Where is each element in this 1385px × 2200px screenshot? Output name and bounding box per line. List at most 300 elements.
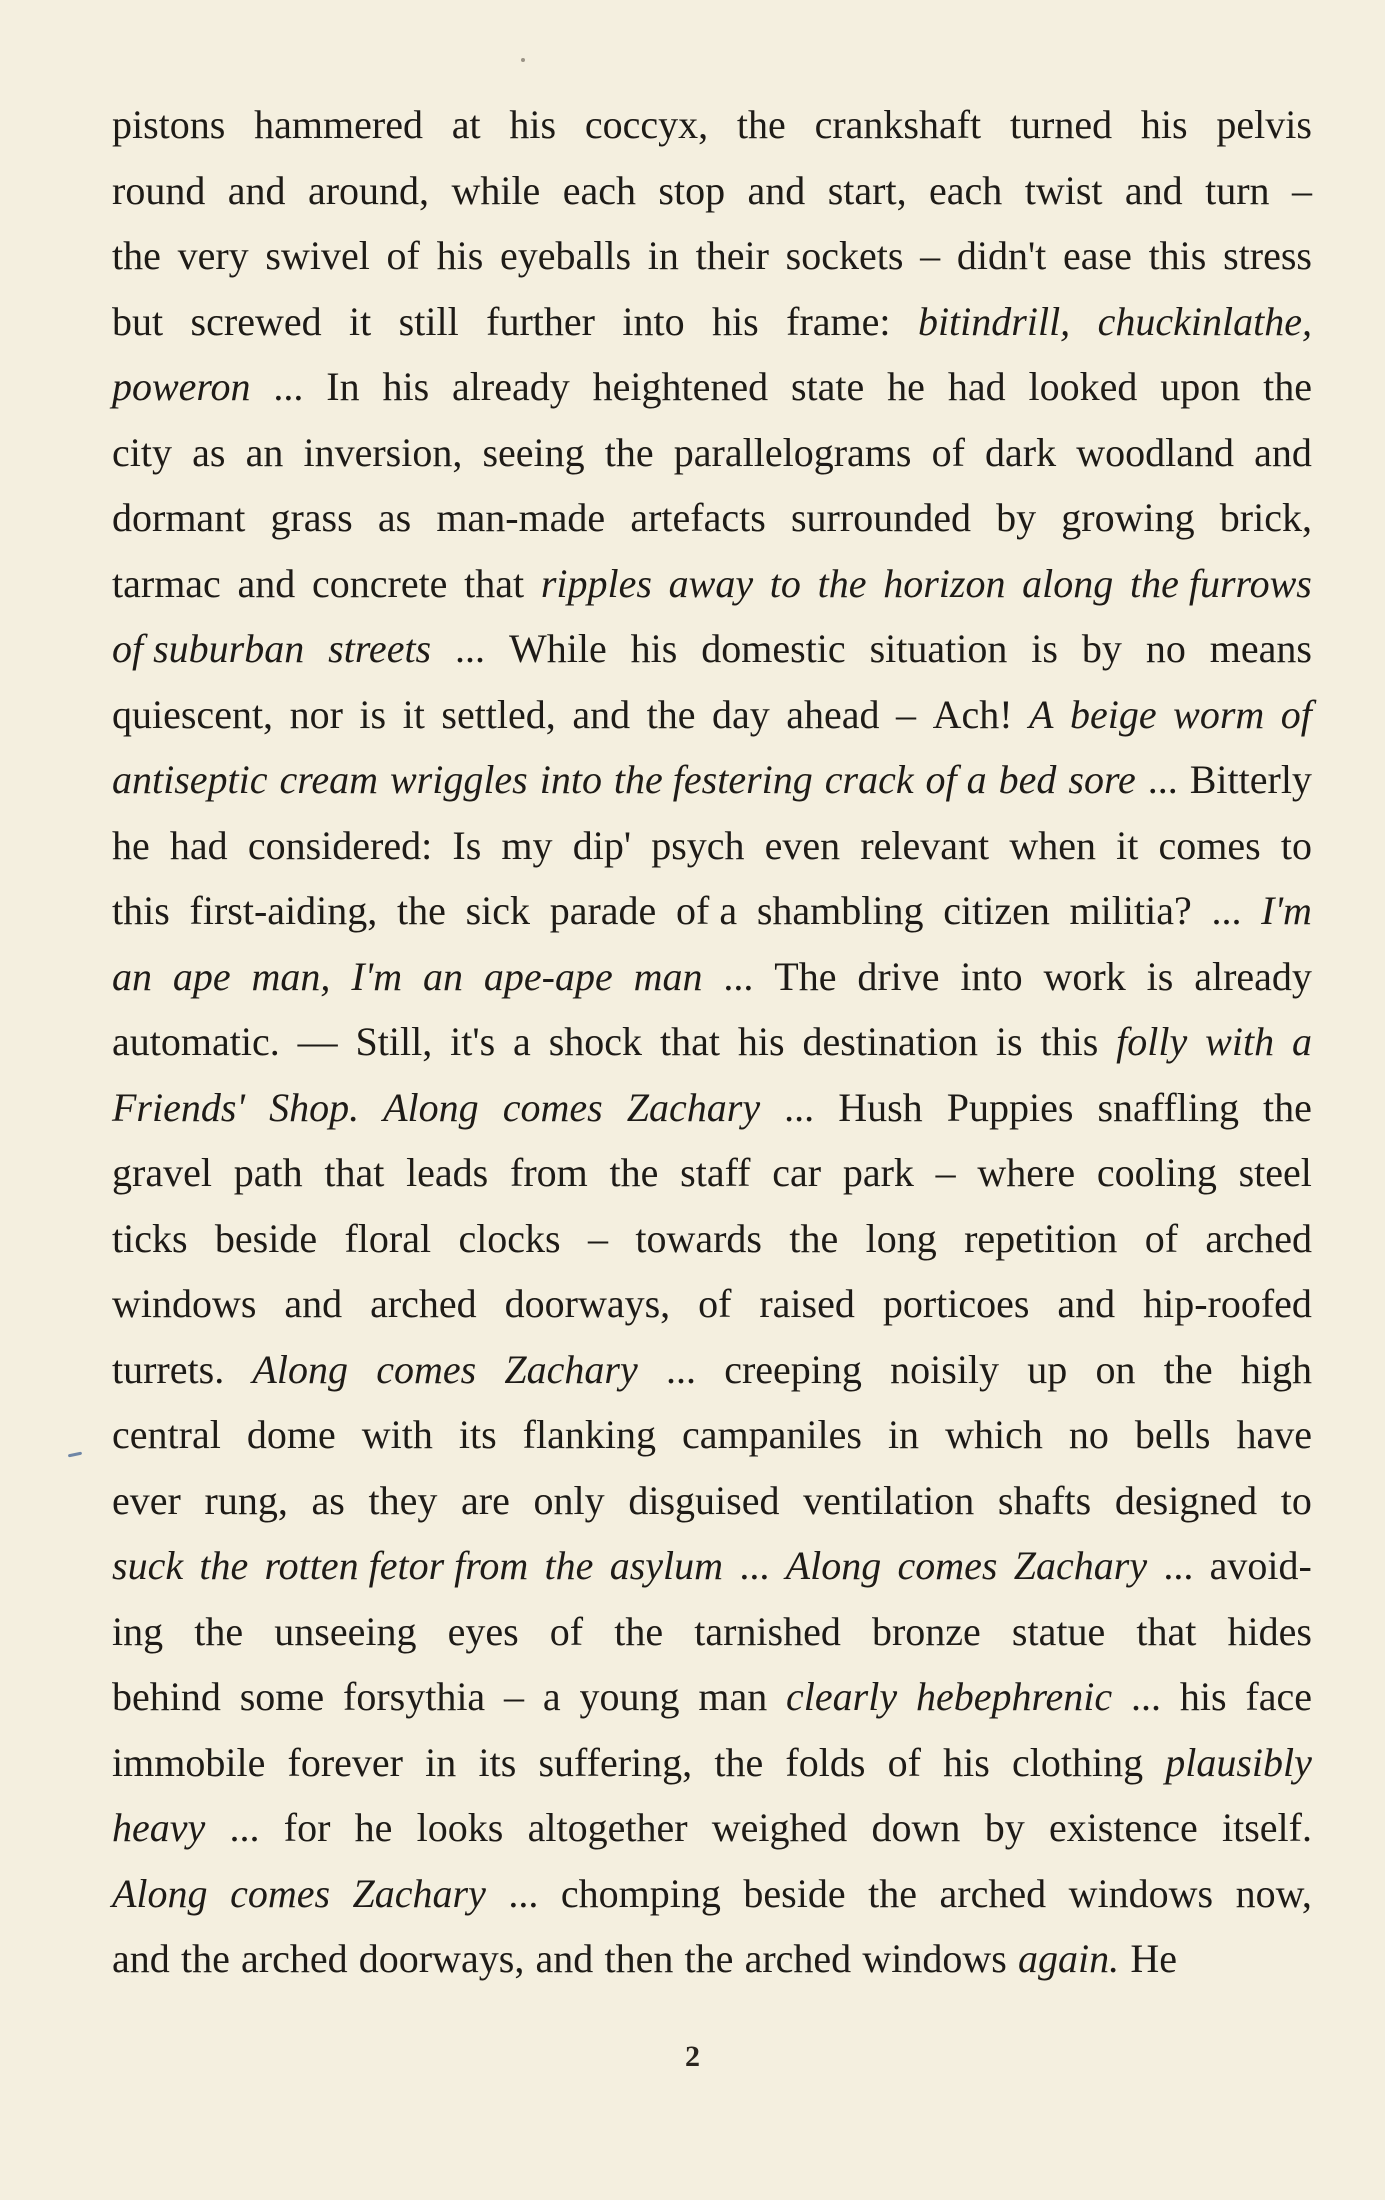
word: sore <box>1068 757 1136 802</box>
word: already <box>1194 953 1312 999</box>
word: while <box>451 167 541 213</box>
word: into <box>539 757 602 802</box>
word: Along <box>785 1543 882 1588</box>
text-line <box>112 1599 1312 1665</box>
word: his <box>509 102 557 147</box>
word: grass <box>270 495 353 540</box>
word: of suburban <box>112 626 305 671</box>
word: ... <box>1147 757 1178 802</box>
text-line <box>112 1402 1312 1468</box>
word: Zachary <box>352 1870 486 1916</box>
word: quiescent, <box>112 691 274 737</box>
word: hides <box>1227 1608 1312 1654</box>
word: psych <box>651 822 745 868</box>
word: up <box>1027 1346 1068 1392</box>
word: ventilation <box>803 1477 975 1523</box>
word: away <box>668 560 754 606</box>
word: settled, <box>441 691 556 737</box>
word: his <box>737 1019 785 1064</box>
word: around, <box>307 167 430 213</box>
text-line <box>112 878 1312 944</box>
word: for <box>283 1805 331 1850</box>
word: further <box>486 298 595 344</box>
word: and <box>1124 167 1183 213</box>
word: ... <box>1131 1674 1162 1719</box>
word: seeing <box>482 429 585 475</box>
word: staff <box>680 1150 751 1195</box>
word: this <box>112 888 170 933</box>
word: woodland <box>1076 429 1234 475</box>
word: automatic. <box>112 1019 280 1064</box>
word: tarmac <box>112 560 221 606</box>
word: this <box>1040 1019 1099 1064</box>
word: leads <box>406 1150 489 1195</box>
word: rung, <box>204 1477 288 1523</box>
word: didn't <box>956 233 1047 278</box>
word: ... <box>1211 888 1242 933</box>
word: the <box>609 1150 659 1195</box>
word: the <box>544 1543 594 1588</box>
word: is <box>1031 626 1058 671</box>
word: where <box>977 1150 1076 1195</box>
word: asylum <box>609 1543 724 1588</box>
word: bitindrill, <box>917 298 1071 344</box>
word: creeping <box>724 1346 862 1392</box>
word: ticks <box>112 1215 188 1261</box>
word: arched <box>744 1936 852 1981</box>
word: citizen <box>943 888 1050 933</box>
word: ... <box>739 1543 770 1588</box>
word: now, <box>1235 1870 1312 1916</box>
word: comes <box>376 1346 477 1392</box>
word: eyeballs <box>500 233 632 278</box>
word: state <box>790 364 865 409</box>
word: drive <box>857 953 940 999</box>
text-line <box>112 1664 1312 1730</box>
word: then <box>604 1936 674 1981</box>
word: at <box>451 102 481 147</box>
text-line <box>112 1926 1312 1992</box>
word: start, <box>827 167 907 213</box>
word: rotten fetor from <box>264 1543 529 1588</box>
word: tarnished <box>694 1608 841 1654</box>
text-line <box>112 1075 1312 1141</box>
word: the <box>817 560 867 606</box>
word: is <box>995 1019 1023 1064</box>
word: ever <box>112 1477 181 1523</box>
word: wriggles <box>389 757 528 802</box>
word: Is <box>452 822 482 868</box>
word: clearly <box>786 1674 898 1719</box>
text-line <box>112 813 1312 879</box>
text-line <box>112 1009 1312 1075</box>
word: worm <box>1173 691 1265 737</box>
page-number: 2 <box>685 2040 700 2073</box>
word: arched <box>241 1936 348 1981</box>
word: high <box>1240 1346 1312 1392</box>
word: folly <box>1116 1019 1188 1064</box>
word: The <box>774 953 837 999</box>
word: looks <box>416 1805 504 1850</box>
word: A <box>1029 691 1054 737</box>
text-line <box>112 1140 1312 1206</box>
word: by <box>1081 626 1122 671</box>
word: and <box>284 1281 343 1326</box>
word: the <box>714 1739 764 1785</box>
word: comes <box>897 1543 998 1588</box>
word: chomping <box>560 1870 721 1916</box>
word: day <box>711 691 770 737</box>
word: of <box>1144 1215 1179 1261</box>
word: down <box>871 1805 961 1850</box>
word: – <box>587 1215 608 1261</box>
word: clothing <box>1011 1739 1144 1785</box>
word: his <box>1140 102 1188 147</box>
word: hammered <box>254 102 423 147</box>
word: folds <box>785 1739 866 1785</box>
word: arched <box>939 1870 1047 1916</box>
word: a <box>1291 1019 1312 1064</box>
word: stress <box>1223 233 1312 278</box>
word: surrounded <box>790 495 971 540</box>
word: Along <box>112 1870 208 1916</box>
word: – <box>935 1150 956 1195</box>
word: ... <box>723 953 754 999</box>
word: looked <box>1028 364 1138 409</box>
word: windows <box>1068 1870 1214 1916</box>
word: shambling <box>756 888 924 933</box>
word: still <box>398 298 459 344</box>
word: no <box>1145 626 1186 671</box>
word: an <box>112 953 152 999</box>
word: young <box>579 1674 680 1719</box>
word: I'm <box>1261 888 1312 933</box>
word: the <box>112 233 161 278</box>
word: in <box>887 1412 920 1457</box>
word: they <box>368 1477 438 1523</box>
word: swivel <box>265 233 370 278</box>
word: from <box>510 1150 588 1195</box>
word: some <box>239 1674 325 1719</box>
word: Zachary <box>1013 1543 1148 1588</box>
word: and <box>1057 1281 1116 1326</box>
word: to <box>769 560 801 606</box>
text-line <box>112 289 1312 355</box>
word: shafts <box>997 1477 1092 1523</box>
word: doorways, <box>358 1936 525 1981</box>
word: park <box>842 1150 914 1195</box>
word: bed <box>998 757 1057 802</box>
word: with <box>361 1412 433 1457</box>
word: doorways, <box>504 1281 671 1326</box>
word: steel <box>1238 1150 1312 1195</box>
word: in <box>647 233 679 278</box>
word: his <box>1179 1674 1227 1719</box>
word: he <box>887 364 925 409</box>
word: path <box>233 1150 303 1195</box>
word: is <box>1146 953 1174 999</box>
word: my <box>501 822 553 868</box>
text-line <box>112 158 1312 224</box>
word: an <box>245 429 284 475</box>
word: that <box>464 560 525 606</box>
word: Friends' <box>112 1084 245 1130</box>
word: Still, <box>355 1019 433 1064</box>
word: coccyx, <box>584 102 709 147</box>
word: poweron <box>112 364 251 409</box>
word: of a <box>676 888 738 933</box>
word: ape <box>172 953 231 999</box>
word: but <box>112 298 164 344</box>
word: shock <box>548 1019 643 1064</box>
text-line <box>112 1468 1312 1534</box>
word: the <box>789 1215 839 1261</box>
word: that <box>324 1150 385 1195</box>
word: a <box>542 1674 561 1719</box>
word: raised <box>759 1281 855 1326</box>
word: clocks <box>458 1215 561 1261</box>
word: chuckinlathe, <box>1097 298 1312 344</box>
word: first-aiding, <box>189 888 378 933</box>
word: itself. <box>1222 1805 1312 1850</box>
word: comes <box>502 1084 603 1130</box>
word: domestic <box>701 626 846 671</box>
word: destination <box>802 1019 978 1064</box>
word: means <box>1209 626 1312 671</box>
word: arched <box>1205 1215 1312 1261</box>
word: into <box>622 298 685 344</box>
word: unseeing <box>274 1608 417 1654</box>
word: is <box>359 691 387 737</box>
word: an <box>422 953 463 999</box>
word: and <box>112 1936 170 1981</box>
word: round <box>112 167 206 213</box>
word: ... <box>508 1870 539 1916</box>
word: its <box>458 1412 497 1457</box>
word: repetition <box>964 1215 1118 1261</box>
word: upon <box>1160 364 1241 409</box>
word: Zachary <box>504 1346 638 1392</box>
word: – <box>896 691 917 737</box>
word: ... <box>784 1084 815 1130</box>
text-line <box>112 420 1312 486</box>
word: the <box>646 691 696 737</box>
word: In <box>326 364 360 409</box>
word: bronze <box>871 1608 981 1654</box>
text-line <box>112 1337 1312 1403</box>
word: man <box>633 953 703 999</box>
word: nor <box>289 691 343 737</box>
word: and <box>1254 429 1312 475</box>
word: had <box>947 364 1006 409</box>
word: horizon <box>883 560 1006 606</box>
word: – <box>920 233 941 278</box>
word: the <box>868 1870 917 1916</box>
word: comes <box>230 1870 331 1916</box>
word: pelvis <box>1216 102 1312 147</box>
word: Ach! <box>932 691 1013 737</box>
word: crack <box>824 757 914 802</box>
word: turn <box>1205 167 1270 213</box>
word: on <box>1095 1346 1136 1392</box>
text-line <box>112 551 1312 617</box>
word: ing <box>112 1608 164 1654</box>
word: it's <box>450 1019 496 1064</box>
word: the <box>194 1608 244 1654</box>
word: brick, <box>1219 495 1312 540</box>
word: the <box>1163 1346 1213 1392</box>
word: had <box>169 822 228 868</box>
word: to <box>1280 822 1312 868</box>
word: frame: <box>786 298 891 344</box>
word: as <box>192 429 226 475</box>
word: he <box>112 822 150 868</box>
word: noisily <box>890 1346 1000 1392</box>
word: Along <box>383 1084 479 1130</box>
word: bells <box>1134 1412 1211 1457</box>
word: designed <box>1114 1477 1258 1523</box>
word: sockets <box>785 233 904 278</box>
text-line <box>112 616 1312 682</box>
word: cream <box>279 757 378 802</box>
word: antiseptic <box>112 757 268 802</box>
word: even <box>764 822 841 868</box>
word: along <box>1022 560 1114 606</box>
word: turned <box>1009 102 1113 147</box>
word: with <box>1205 1019 1275 1064</box>
word: city <box>112 429 172 475</box>
word: behind <box>112 1674 221 1719</box>
word: of <box>931 429 965 475</box>
word: existence <box>1048 1805 1198 1850</box>
word: twist <box>1024 167 1103 213</box>
word: streets <box>328 626 432 671</box>
word: avoid- <box>1209 1543 1312 1588</box>
word: heavy <box>112 1805 206 1850</box>
word: ... <box>273 364 304 409</box>
word: man <box>698 1674 768 1719</box>
word: the <box>199 1543 249 1588</box>
word: the <box>180 1936 230 1981</box>
text-line <box>112 1533 1312 1599</box>
word: his <box>382 364 430 409</box>
word: crankshaft <box>814 102 982 147</box>
word: While <box>508 626 607 671</box>
word: his <box>436 233 484 278</box>
word: ahead <box>786 691 880 737</box>
word: relevant <box>860 822 990 868</box>
word: beige <box>1070 691 1157 737</box>
word: artefacts <box>630 495 766 540</box>
word: when <box>1009 822 1096 868</box>
word: arched <box>370 1281 477 1326</box>
body-text <box>112 92 1312 1992</box>
word: ... <box>229 1805 260 1850</box>
word: the furrows <box>1129 560 1312 606</box>
paper-speck <box>521 58 525 62</box>
word: parallelograms <box>673 429 912 475</box>
word: the <box>736 102 786 147</box>
word: statue <box>1011 1608 1106 1654</box>
word: turrets. <box>112 1346 225 1392</box>
word: the <box>1263 364 1312 409</box>
word: a <box>513 1019 531 1064</box>
word: situation <box>869 626 1008 671</box>
word: beside <box>743 1870 846 1916</box>
word: have <box>1236 1412 1312 1457</box>
word: snaffling <box>1097 1084 1239 1130</box>
word: suck <box>112 1543 184 1588</box>
word: considered: <box>247 822 433 868</box>
word: of <box>887 1739 921 1785</box>
word: sick <box>465 888 530 933</box>
word: of a <box>925 757 987 802</box>
text-line <box>112 747 1312 813</box>
word: weighed <box>711 1805 848 1850</box>
word: plausibly <box>1165 1739 1312 1785</box>
word: eyes <box>447 1608 519 1654</box>
word: as <box>377 495 412 540</box>
word: the <box>614 1608 664 1654</box>
word: He <box>1130 1936 1177 1981</box>
word: floral <box>344 1215 432 1261</box>
word: and <box>535 1936 594 1981</box>
word: long <box>865 1215 937 1261</box>
word: Zachary <box>626 1084 761 1130</box>
word: which <box>945 1412 1043 1457</box>
word: hebephrenic <box>915 1674 1113 1719</box>
word: ape-ape <box>483 953 613 999</box>
word: windows <box>862 1936 1007 1981</box>
word: hip-roofed <box>1143 1281 1312 1326</box>
word: his <box>943 1739 990 1785</box>
word: central <box>112 1412 221 1457</box>
word: windows <box>112 1281 257 1326</box>
word: car <box>772 1150 822 1195</box>
text-line <box>112 682 1312 748</box>
word: dip' <box>572 822 632 868</box>
word: he <box>354 1805 393 1850</box>
word: to <box>1280 1477 1312 1523</box>
word: of <box>549 1608 584 1654</box>
word: I'm <box>351 953 403 999</box>
word: face <box>1245 1674 1312 1719</box>
word: his <box>630 626 678 671</box>
word: work <box>1043 953 1126 999</box>
word: the <box>1263 1084 1312 1130</box>
word: are <box>461 1477 510 1523</box>
word: altogether <box>527 1805 688 1850</box>
word: by <box>984 1805 1025 1850</box>
word: gravel <box>112 1150 212 1195</box>
word: ... <box>455 626 486 671</box>
word: ease <box>1063 233 1132 278</box>
word: their <box>695 233 769 278</box>
word: suffering, <box>538 1739 693 1785</box>
word: forsythia <box>343 1674 486 1719</box>
word: dark <box>985 429 1057 475</box>
word: and <box>747 167 806 213</box>
word: inversion, <box>303 429 463 475</box>
word: its <box>478 1739 517 1785</box>
text-line <box>112 1206 1312 1272</box>
text-line <box>112 485 1312 551</box>
text-line <box>112 1271 1312 1337</box>
word: ripples <box>540 560 652 606</box>
word: stop <box>658 167 726 213</box>
word: the <box>604 429 654 475</box>
word: dormant <box>112 495 246 540</box>
